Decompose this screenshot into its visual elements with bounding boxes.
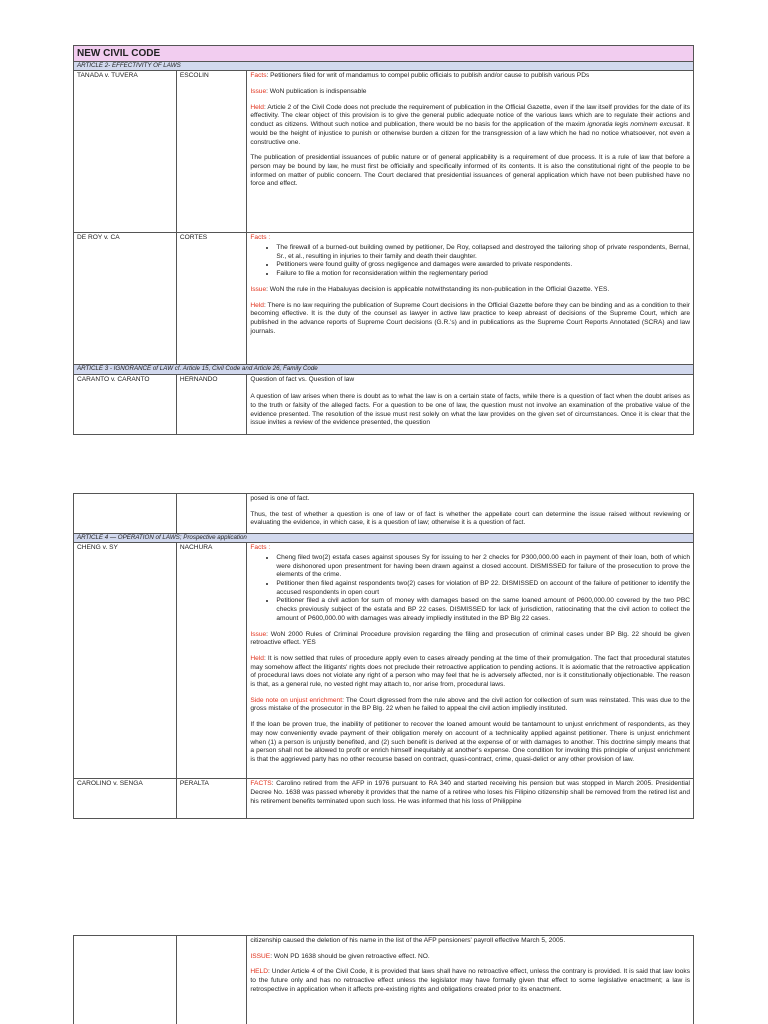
digest-paragraph: Thus, the test of whether a question is one of law or of fact is whether the appellate court can determine the issue raised without reviewing or evaluating the evidence, in which case, it is a question of law; otherwise it is a question of fact. <box>250 510 690 527</box>
ponente-name: HERNANDO <box>176 374 247 434</box>
held-paragraph <box>250 104 690 148</box>
page-1 <box>73 45 694 442</box>
held-text: : There is no law requiring the publication of Supreme Court decisions in the Official Gazette before they can be binding and as a condition to their becoming effective. It is the duty of the counsel as lawyer in active law practice to keep abreast of decisions of the Supreme Court, which are published in the advance reports of Supreme Court decisions (G.R.'s) and in publications as the Supreme Court Reports Annotated (SCRA) and law journals. <box>250 301 690 335</box>
list-item: • Failure to file a motion for reconsideration within the reglementary period <box>276 270 690 279</box>
case-name: CHENG v. SY <box>74 543 177 779</box>
table-row <box>74 374 694 434</box>
list-item: • Petitioner then filed against respondents two(2) cases for violation of BP 22. DISMISSED on account of the failure of petitioner to identify the accused respondents in open court <box>276 580 690 597</box>
held-text-continued: . It would be the height of injustice to punish or otherwise burden a citizen for the transgression of a law which he had no notice whatsoever, not even a constructive one. <box>250 121 690 146</box>
facts-paragraph <box>250 780 690 806</box>
section-row <box>74 365 694 374</box>
issue-paragraph <box>250 286 690 295</box>
issue-text: : WoN PD 1638 should be given retroactive effect. NO. <box>270 952 430 960</box>
ponente-name-empty <box>176 494 247 534</box>
case-table-page-3 <box>73 935 694 1024</box>
list-item: • Cheng filed two(2) estafa cases against spouses Sy for issuing to her 2 checks for P300,000.00 each in payment of their loan, both of which were dishonored upon presentment for having been drawn against a closed account. DISMISSED for failure of the prosecution to prove the elements of the crime. <box>276 554 690 580</box>
ponente-name-empty <box>176 936 247 1024</box>
held-label: Held <box>250 103 264 111</box>
held-text: : It is now settled that rules of procedure apply even to cases already pending at the time of their promulgation. The fact that procedural statutes may somehow affect the litigants' rights does not preclude their retroactive application to pending actions. It is axiomatic that the retroactive application of procedural laws does not violate any right of a person who may feel that he is adversely affected, nor is it constitutionally objectionable. The reason is that, as a general rule, no vested right may attach to, nor arise from, procedural laws. <box>250 654 690 689</box>
facts-label-colon: : <box>266 544 271 552</box>
side-note-text: : The Court digressed from the rule above and the civil action for collection of sum was reinstated. This was due to the gross mistake of the prosecutor in the BP Blg. 22 when he failed to appeal the civil action impliedly instituted. <box>250 696 690 713</box>
facts-text: : Petitioners filed for writ of mandamus to compel public officials to publish and/or cause to publish various PDs <box>266 72 590 80</box>
list-item: • Petitioners were found guilty of gross negligence and damages were awarded to private respondents. <box>276 261 690 270</box>
facts-label: Facts <box>250 234 267 242</box>
facts-label-colon: : <box>266 234 271 242</box>
table-row <box>74 233 694 365</box>
ponente-name: CORTES <box>176 233 247 365</box>
section-heading-article-2: ARTICLE 2- EFFECTIVITY OF LAWS <box>74 62 694 71</box>
section-heading-article-4: ARTICLE 4 — OPERATION of LAWS; Prospective application <box>74 534 694 543</box>
digest-paragraph: If the loan be proven true, the inability of petitioner to recover the loaned amount would be tantamount to unjust enrichment of respondents, as they may now conveniently evade payment of their obligation merely on account of a technicality applied against petitioner. There is unjust enrichment when (1) a person is unjustly benefited, and (2) such benefit is derived at the expense of or with damages to another. This doctrine simply means that a person shall not be allowed to profit or enrich himself inequitably at another's expense. One condition for invoking this principle of unjust enrichment is that the aggrieved party has no other recourse based on contract, quasi-contract, crime, quasi-delict or any other provision of law. <box>250 721 690 763</box>
held-text: : Under Article 4 of the Civil Code, it is provided that laws shall have no retroactive effect, unless the contrary is provided. It is said that law looks to the future only and has no retroactive effect unless the legislator may have formally given that effect to some legislative enactment; a law is retrospective in application when it affects pre-existing rights and obligations created prior to its enactment. <box>250 968 690 993</box>
case-name: TANADA v. TUVERA <box>74 71 177 233</box>
side-note-label: Side note on unjust enrichment <box>250 696 343 704</box>
section-row <box>74 534 694 543</box>
facts-label: Facts <box>250 544 267 552</box>
list-item: • The firewall of a burned-out building owned by petitioner, De Roy, collapsed and destroyed the tailoring shop of private respondents, Bernal, Sr., et al., resulting in injuries to their family and death their daughter. <box>276 244 690 261</box>
issue-label: Issue <box>250 88 267 96</box>
issue-text: : WoN the rule in the Habaluyas decision is applicable notwithstanding its non-publication in the Official Gazette. YES. <box>266 285 610 293</box>
table-row <box>74 494 694 534</box>
case-digest <box>247 71 694 233</box>
ruling-paragraph: The publication of presidential issuances of public nature or of general applicability is a requirement of due process. It is a rule of law that before a person may be bound by law, he must first be officially and specifically informed of its contents. It is also the constitutional right of the people to be informed on matter of public concern. The Court declared that presidential issuances of general application which have not been published have no force and effect. <box>250 154 690 188</box>
case-digest <box>247 494 694 534</box>
issue-text: : WoN 2000 Rules of Criminal Procedure provision regarding the filing and prosecution of criminal cases under BP Blg. 22 should be given retroactive effect. YES <box>250 630 690 647</box>
case-table-page-1 <box>73 45 694 435</box>
case-name: CARANTO v. CARANTO <box>74 374 177 434</box>
held-label: HELD <box>250 968 268 976</box>
table-row <box>74 71 694 233</box>
case-digest <box>247 374 694 434</box>
issue-label: ISSUE <box>250 952 271 960</box>
case-name: CAROLINO v. SENGA <box>74 779 177 819</box>
held-paragraph <box>250 968 690 994</box>
facts-paragraph <box>250 544 690 553</box>
issue-text: : WoN publication is indispensable <box>266 88 367 96</box>
title-row <box>74 46 694 62</box>
held-label: Held <box>250 301 264 309</box>
case-digest <box>247 543 694 779</box>
page-2 <box>73 493 694 875</box>
table-row <box>74 779 694 819</box>
issue-paragraph <box>250 88 690 97</box>
case-name-empty <box>74 494 177 534</box>
continued-text: citizenship caused the deletion of his name in the list of the AFP pensioners' payroll effective March 5, 2005. <box>250 937 566 944</box>
topic-heading: Question of fact vs. Question of law <box>250 375 355 383</box>
case-digest <box>247 233 694 365</box>
continued-text: posed is one of fact. <box>250 495 310 502</box>
ponente-name: PERALTA <box>176 779 247 819</box>
held-label: Held <box>250 654 264 662</box>
case-name-empty <box>74 936 177 1024</box>
side-note-paragraph <box>250 697 690 714</box>
digest-paragraph: A question of law arises when there is doubt as to what the law is on a certain state of facts, while there is a question of fact when the doubt arises as to the truth or falsity of the alleged facts. For a question to be one of law, the question must not involve an examination of the probative value of the evidence presented. The resolution of the issue must rest solely on what the law provides on the given set of circumstances. Once it is clear that the issue invites a review of the evidence presented, the question <box>250 393 690 427</box>
maxim-text: ignoratia legis nominem excusat <box>587 121 683 129</box>
table-row <box>74 936 694 1024</box>
case-name: DE ROY v. CA <box>74 233 177 365</box>
section-row <box>74 62 694 71</box>
issue-label: Issue <box>250 630 267 638</box>
case-digest <box>247 779 694 819</box>
facts-paragraph <box>250 234 690 243</box>
facts-label: Facts <box>250 72 267 80</box>
ponente-name: ESCOLIN <box>176 71 247 233</box>
page-3 <box>73 935 694 1024</box>
issue-paragraph <box>250 631 690 648</box>
facts-paragraph <box>250 72 690 81</box>
facts-label: FACTS <box>250 780 272 788</box>
case-digest <box>247 936 694 1024</box>
case-table-page-2 <box>73 493 694 819</box>
facts-text: : Carolino retired from the AFP in 1976 pursuant to RA 340 and started receiving his pension but was stopped in March 2005. Presidential Decree No. 1638 was passed whereby it provides that the name of a retiree who loses his Filipino citizenship shall be removed from the retired list and his retirement benefits terminated upon such loss. He was informed that his loss of Philippine <box>250 780 690 805</box>
held-paragraph <box>250 302 690 337</box>
issue-paragraph <box>250 953 690 962</box>
held-paragraph <box>250 655 690 690</box>
facts-list <box>250 244 690 279</box>
section-heading-article-3: ARTICLE 3 - IGNORANCE of LAW cf. Article 15, Civil Code and Article 26, Family Code <box>74 365 694 374</box>
list-item: • Petitioner filed a civil action for sum of money with damages based on the same loaned amount of P600,000.00 covered by the two PBC checks previously subject of the estafa and BP 22 cases. DISMISSED for lack of jurisdiction, ratiocinating that the civil action to collect the amount of P600,000.00 with damages was already impliedly instituted in the BP Blg 22 cases. <box>276 597 690 623</box>
document-title: NEW CIVIL CODE <box>74 46 694 62</box>
ponente-name: NACHURA <box>176 543 247 779</box>
held-text: : Article 2 of the Civil Code does not preclude the requirement of publication in the Official Gazette, even if the law itself provides for the date of its effectivity. The clear object of this provision is to give the general public adequate notice of the various laws which are to regulate their actions and conduct as citizens. Without such notice and publication, there would be no basis for the application of the maxim <box>250 103 690 129</box>
issue-label: Issue <box>250 285 267 293</box>
facts-list <box>250 554 690 624</box>
table-row <box>74 543 694 779</box>
